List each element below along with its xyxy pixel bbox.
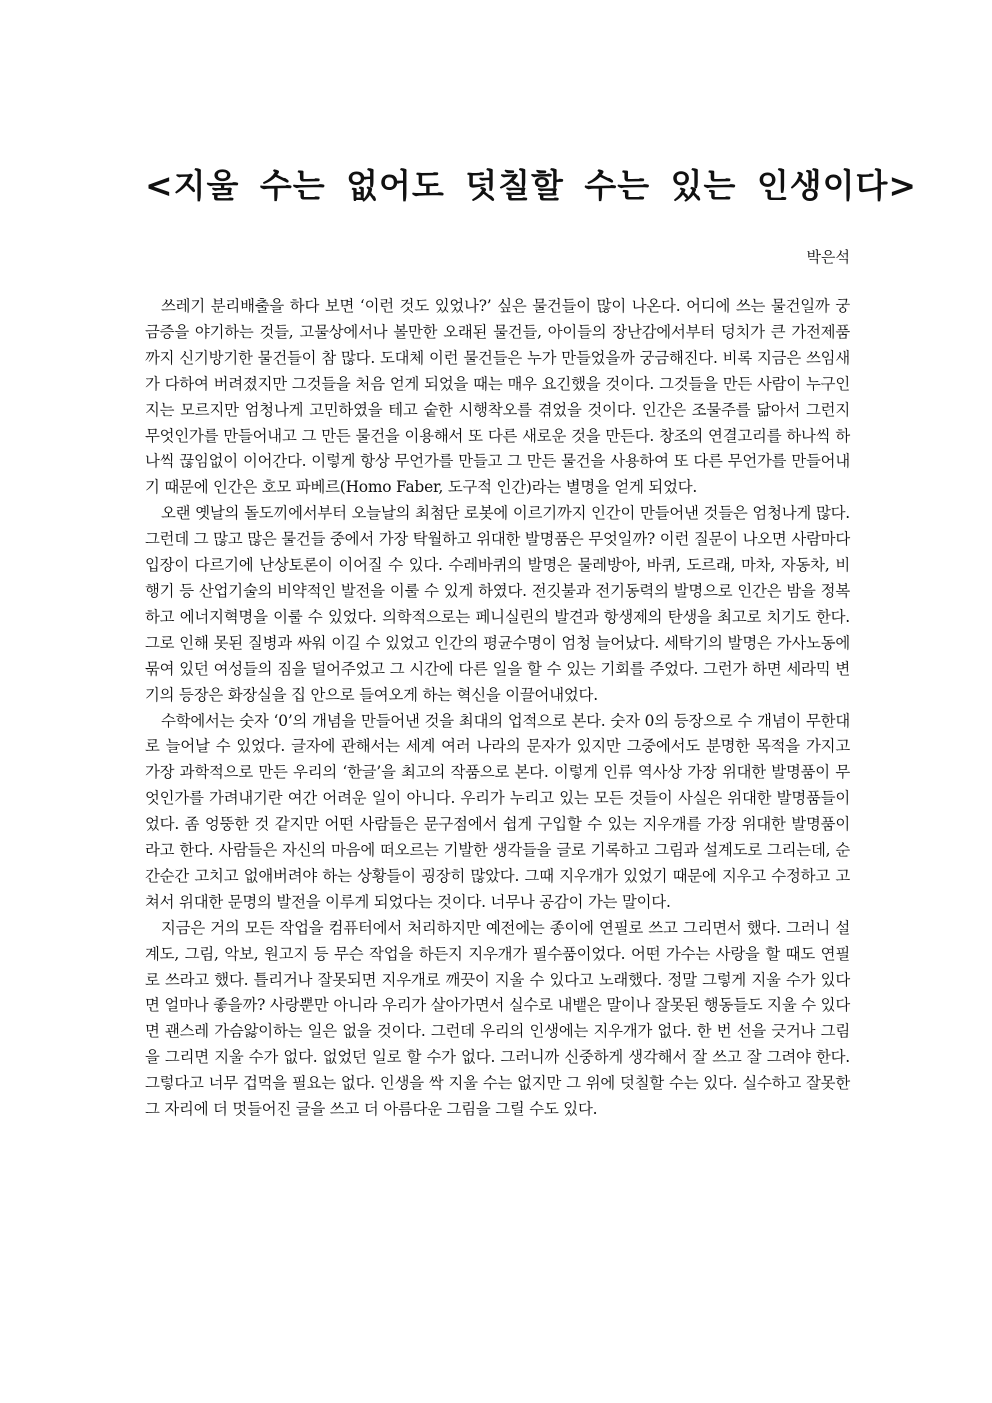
paragraph-3: 수학에서는 숫자 ‘0’의 개념을 만들어낸 것을 최대의 업적으로 본다. 숫자 0의 등장으로 수 개념이 무한대로 늘어날 수 있었다. 글자에 관해서는 세계 여러 나라의 문자가 있지만 그중에서도 분명한 목적을 가지고 가장 과학적으로 만든 우리의 ‘한글’을 최고의 작품으로 본다. 이렇게 인류 역사상 가장 위대한 발명품이 무엇인가를 가려내기란 여간 어려운 일이 아니다. 우리가 누리고 있는 모든 것들이 사실은 위대한 발명품들이었다. 좀 엉뚱한 것 같지만 어떤 사람들은 문구점에서 쉽게 구입할 수 있는 지우개를 가장 위대한 발명품이라고 한다. 사람들은 자신의 마음에 떠오르는 기발한 생각들을 글로 기록하고 그림과 설계도로 그리는데, 순간순간 고치고 없애버려야 하는 상황들이 굉장히 많았다. 그때 지우개가 있었기 때문에 지우고 수정하고 고쳐서 위대한 문명의 발전을 이루게 되었다는 것이다. 너무나 공감이 가는 말이다. [145,711,850,911]
document-title: <지울 수는 없어도 덧칠할 수는 있는 인생이다> [145,166,918,205]
author-name: 박은석 [806,248,850,266]
paragraph-4: 지금은 거의 모든 작업을 컴퓨터에서 처리하지만 예전에는 종이에 연필로 쓰고 그리면서 했다. 그러니 설계도, 그림, 악보, 원고지 등 무슨 작업을 하든지 지우개가 필수품이었다. 어떤 가수는 사랑을 할 때도 연필로 쓰라고 했다. 틀리거나 잘못되면 지우개로 깨끗이 지울 수 있다고 노래했다. 정말 그렇게 지울 수가 있다면 얼마나 좋을까? 사랑뿐만 아니라 우리가 살아가면서 실수로 내뱉은 말이나 잘못된 행동들도 지울 수 있다면 괜스레 가슴앓이하는 일은 없을 것이다. 그런데 우리의 인생에는 지우개가 없다. 한 번 선을 긋거나 그림을 그리면 지울 수가 없다. 없었던 일로 할 수가 없다. 그러니까 신중하게 생각해서 잘 쓰고 잘 그려야 한다. 그렇다고 너무 겁먹을 필요는 없다. 인생을 싹 지울 수는 없지만 그 위에 덧칠할 수는 있다. 실수하고 잘못한 그 자리에 더 멋들어진 글을 쓰고 더 아름다운 그림을 그릴 수도 있다. [145,918,850,1119]
document-body [145,294,850,1123]
paragraph-2: 오랜 옛날의 돌도끼에서부터 오늘날의 최첨단 로봇에 이르기까지 인간이 만들어낸 것들은 엄청나게 많다. 그런데 그 많고 많은 물건들 중에서 가장 탁월하고 위대한 발명품은 무엇일까? 이런 질문이 나오면 사람마다 입장이 다르기에 난상토론이 이어질 수 있다. 수레바퀴의 발명은 물레방아, 바퀴, 도르래, 마차, 자동차, 비행기 등 산업기술의 비약적인 발전을 이룰 수 있게 하였다. 전깃불과 전기동력의 발명으로 인간은 밤을 정복하고 에너지혁명을 이룰 수 있었다. 의학적으로는 페니실린의 발견과 항생제의 탄생을 최고로 치기도 한다. 그로 인해 못된 질병과 싸워 이길 수 있었고 인간의 평균수명이 엄청 늘어났다. 세탁기의 발명은 가사노동에 묶여 있던 여성들의 짐을 덜어주었고 그 시간에 다른 일을 할 수 있는 기회를 주었다. 그런가 하면 세라믹 변기의 등장은 화장실을 집 안으로 들여오게 하는 혁신을 이끌어내었다. [145,504,850,704]
paragraph-1: 쓰레기 분리배출을 하다 보면 ‘이런 것도 있었나?’ 싶은 물건들이 많이 나온다. 어디에 쓰는 물건일까 궁금증을 야기하는 것들, 고물상에서나 볼만한 오래된 물건들, 아이들의 장난감에서부터 덩치가 큰 가전제품까지 신기방기한 물건들이 참 많다. 도대체 이런 물건들은 누가 만들었을까 궁금해진다. 비록 지금은 쓰임새가 다하여 버려졌지만 그것들을 처음 얻게 되었을 때는 매우 요긴했을 것이다. 그것들을 만든 사람이 누구인지는 모르지만 엄청나게 고민하였을 테고 숱한 시행착오를 겪었을 것이다. 인간은 조물주를 닮아서 그런지 무엇인가를 만들어내고 그 만든 물건을 이용해서 또 다른 새로운 것을 만든다. 창조의 연결고리를 하나씩 하나씩 끊임없이 이어간다. 이렇게 항상 무언가를 만들고 그 만든 물건을 사용하여 또 다른 무언가를 만들어내기 때문에 인간은 호모 파베르(Homo Faber, 도구적 인간)라는 별명을 얻게 되었다. [145,297,850,497]
